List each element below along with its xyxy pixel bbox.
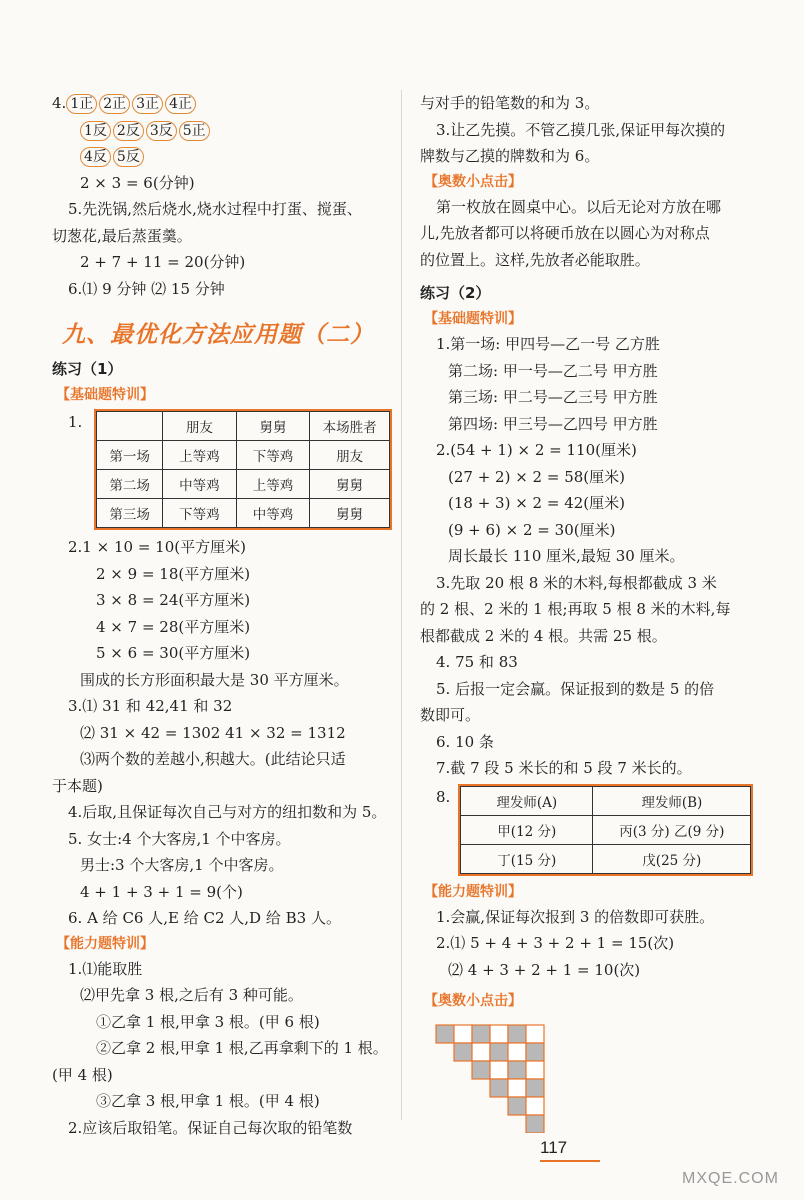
table-header-row	[461, 786, 751, 815]
text-line: 牌数与乙摸的牌数和为 6。	[420, 147, 600, 165]
section-tag-ability: 【能力题特训】	[56, 935, 154, 952]
text-line: ②乙拿 2 根,甲拿 1 根,乙再拿剩下的 1 根。	[96, 1039, 388, 1057]
shaded-cell	[472, 1061, 490, 1079]
shaded-cell	[508, 1025, 526, 1043]
table-header-row	[97, 412, 390, 441]
table-frame	[94, 409, 392, 530]
shaded-cell	[526, 1079, 544, 1097]
shaded-cell	[526, 1043, 544, 1061]
table-cell	[97, 412, 163, 441]
table-frame	[458, 784, 753, 876]
text-line: 2.应该后取铅笔。保证自己每次取的铅笔数	[68, 1118, 353, 1137]
coin-label: 5正	[179, 121, 210, 141]
table-cell: 朋友	[163, 412, 237, 441]
table-cell: 舅舅	[236, 412, 310, 441]
q8-table-block	[420, 784, 760, 876]
text-line: ⑵甲先拿 3 根,之后有 3 种可能。	[80, 986, 303, 1004]
text-line: ⑶两个数的差越小,积越大。(此结论只适	[80, 750, 346, 768]
coin-label: 1反	[80, 121, 111, 141]
table-cell: 第三场	[97, 499, 163, 528]
text-line: 3.让乙先摸。不管乙摸几张,保证甲每次摸的	[436, 120, 726, 139]
staircase-grid-figure	[434, 1023, 760, 1137]
table-cell: 舅舅	[310, 499, 390, 528]
shaded-cell	[454, 1043, 472, 1061]
coin-label: 4正	[165, 94, 196, 114]
table-cell: 中等鸡	[163, 470, 237, 499]
shaded-cell	[508, 1097, 526, 1115]
text-line: (18 + 3) × 2 = 42(厘米)	[448, 494, 625, 512]
text-line: 7.截 7 段 5 米长的和 5 段 7 米长的。	[436, 759, 692, 777]
table-row	[461, 815, 751, 844]
text-line: 6. A 给 C6 人,E 给 C2 人,D 给 B3 人。	[68, 909, 341, 927]
table-cell: 朋友	[310, 441, 390, 470]
text-line: 3.⑴ 31 和 42,41 和 32	[68, 697, 233, 715]
empty-cell	[508, 1043, 526, 1061]
table-cell: 第一场	[97, 441, 163, 470]
text-line: 与对手的铅笔数的和为 3。	[420, 94, 600, 112]
table-cell: 第二场	[97, 470, 163, 499]
table-cell: 丁(15 分)	[461, 844, 593, 873]
table-cell: 甲(12 分)	[461, 815, 593, 844]
text-line: 数即可。	[420, 706, 481, 724]
table-row	[97, 441, 390, 470]
section-tag-basic: 【基础题特训】	[424, 311, 522, 327]
text-line: 3 × 8 = 24(平方厘米)	[96, 591, 251, 609]
page-number: 117	[540, 1138, 568, 1157]
table-row	[461, 844, 751, 873]
text-line: ⑵ 31 × 42 = 1302 41 × 32 = 1312	[80, 723, 346, 742]
text-line: 5. 后报一定会赢。保证报到的数是 5 的倍	[436, 679, 715, 698]
text-line: ⑵ 4 + 3 + 2 + 1 = 10(次)	[448, 960, 641, 979]
text-line: 5 × 6 = 30(平方厘米)	[96, 644, 251, 662]
text-line: 6.⑴ 9 分钟 ⑵ 15 分钟	[68, 279, 225, 298]
left-column	[52, 90, 392, 1141]
text-line: 根都截成 2 米的 4 根。共需 25 根。	[420, 626, 667, 645]
shaded-cell	[490, 1079, 508, 1097]
text-line: 切葱花,最后蒸蛋羹。	[52, 226, 192, 245]
staircase-grid	[434, 1023, 584, 1133]
match-table	[96, 411, 390, 528]
shaded-cell	[490, 1043, 508, 1061]
barber-table	[460, 786, 751, 874]
q8-num: 8.	[436, 787, 451, 806]
q1-table-block	[52, 409, 392, 530]
section-tag-basic: 【基础题特训】	[56, 387, 154, 403]
text-line: (27 + 2) × 2 = 58(厘米)	[448, 467, 625, 486]
empty-cell	[526, 1097, 544, 1115]
text-line: 4 × 7 = 28(平方厘米)	[96, 617, 251, 636]
empty-cell	[490, 1061, 508, 1079]
coin-label: 4反	[80, 147, 111, 167]
right-column	[420, 90, 760, 1137]
page-number-underline	[540, 1160, 600, 1162]
section-tag-olympiad: 【奥数小点击】	[424, 173, 522, 190]
table-cell: 中等鸡	[236, 499, 310, 528]
table-cell: 上等鸡	[236, 470, 310, 499]
shaded-cell	[508, 1061, 526, 1079]
empty-cell	[508, 1079, 526, 1097]
table-cell: 理发师(A)	[461, 786, 593, 815]
shaded-cell	[436, 1025, 454, 1043]
text-line: 儿,先放者都可以将硬币放在以圆心为对称点	[420, 224, 710, 242]
shaded-cell	[472, 1025, 490, 1043]
table-cell: 丙(3 分) 乙(9 分)	[593, 815, 751, 844]
text-line: ①乙拿 1 根,甲拿 3 根。(甲 6 根)	[96, 1012, 320, 1031]
chapter-title: 九、最优化方法应用题（二）	[62, 322, 374, 348]
column-divider	[401, 90, 402, 1120]
text-line: 4.后取,且保证每次自己与对方的纽扣数和为 5。	[68, 803, 387, 821]
text-line: 第二场: 甲一号—乙二号 甲方胜	[448, 361, 658, 380]
table-cell: 理发师(B)	[593, 786, 751, 815]
coin-label: 5反	[113, 147, 144, 167]
empty-cell	[472, 1043, 490, 1061]
text-line: 2.1 × 10 = 10(平方厘米)	[68, 538, 246, 556]
text-line: 于本题)	[52, 776, 103, 795]
section-tag-olympiad: 【奥数小点击】	[424, 993, 522, 1009]
q4-circles-row1	[52, 90, 392, 117]
coin-label: 3反	[146, 121, 177, 141]
text-line: ③乙拿 3 根,甲拿 1 根。(甲 4 根)	[96, 1092, 320, 1110]
empty-cell	[490, 1025, 508, 1043]
coin-label: 2正	[99, 94, 130, 114]
text-line: 2 × 3 = 6(分钟)	[80, 173, 195, 192]
text-line: 第四场: 甲三号—乙四号 甲方胜	[448, 414, 658, 433]
table-cell: 下等鸡	[236, 441, 310, 470]
text-line: 1.会赢,保证每次报到 3 的倍数即可获胜。	[436, 907, 715, 926]
text-line: 2 + 7 + 11 = 20(分钟)	[80, 253, 246, 271]
text-line: 2.(54 + 1) × 2 = 110(厘米)	[436, 441, 637, 459]
text-line: 6. 10 条	[436, 732, 494, 751]
text-line: 周长最长 110 厘米,最短 30 厘米。	[448, 547, 685, 565]
text-line: 第三场: 甲二号—乙三号 甲方胜	[448, 388, 658, 406]
table-row	[97, 499, 390, 528]
q4-num: 4.	[52, 94, 67, 112]
table-cell: 戊(25 分)	[593, 844, 751, 873]
coin-label: 2反	[113, 121, 144, 141]
text-line: 1.第一场: 甲四号—乙一号 乙方胜	[436, 335, 660, 353]
text-line: 4 + 1 + 3 + 1 = 9(个)	[80, 882, 243, 901]
empty-cell	[526, 1061, 544, 1079]
text-line: 第一枚放在圆桌中心。以后无论对方放在哪	[436, 197, 722, 216]
q4-circles-row2	[52, 117, 392, 144]
empty-cell	[526, 1025, 544, 1043]
text-line: 1.⑴能取胜	[68, 959, 143, 978]
text-line: 围成的长方形面积最大是 30 平方厘米。	[80, 670, 349, 689]
empty-cell	[454, 1025, 472, 1043]
practice-heading: 练习（2）	[420, 284, 491, 302]
q4-circles-row3	[52, 143, 392, 170]
table-row	[97, 470, 390, 499]
text-line: 5.先洗锅,然后烧水,烧水过程中打蛋、搅蛋、	[68, 200, 362, 218]
text-line: 4. 75 和 83	[436, 653, 518, 671]
text-line: 的位置上。这样,先放者必能取胜。	[420, 250, 650, 269]
watermark-text: MXQE.COM	[682, 1170, 779, 1187]
q1-num: 1.	[68, 413, 83, 431]
shaded-cell	[526, 1115, 544, 1133]
section-tag-ability: 【能力题特训】	[424, 883, 522, 900]
text-line: 男士:3 个大客房,1 个中客房。	[80, 856, 284, 874]
coin-label: 1正	[66, 94, 97, 114]
text-line: 3.先取 20 根 8 米的木料,每根都截成 3 米	[436, 573, 717, 592]
table-cell: 舅舅	[310, 470, 390, 499]
text-line: 2 × 9 = 18(平方厘米)	[96, 564, 251, 583]
text-line: 的 2 根、2 米的 1 根;再取 5 根 8 米的木料,每	[420, 600, 731, 618]
practice-heading: 练习（1）	[52, 360, 123, 378]
text-line: (9 + 6) × 2 = 30(厘米)	[448, 520, 616, 539]
table-cell: 上等鸡	[163, 441, 237, 470]
coin-label: 3正	[132, 94, 163, 114]
table-cell: 下等鸡	[163, 499, 237, 528]
table-cell: 本场胜者	[310, 412, 390, 441]
text-line: (甲 4 根)	[52, 1065, 113, 1084]
text-line: 2.⑴ 5 + 4 + 3 + 2 + 1 = 15(次)	[436, 934, 675, 952]
text-line: 5. 女士:4 个大客房,1 个中客房。	[68, 829, 291, 848]
